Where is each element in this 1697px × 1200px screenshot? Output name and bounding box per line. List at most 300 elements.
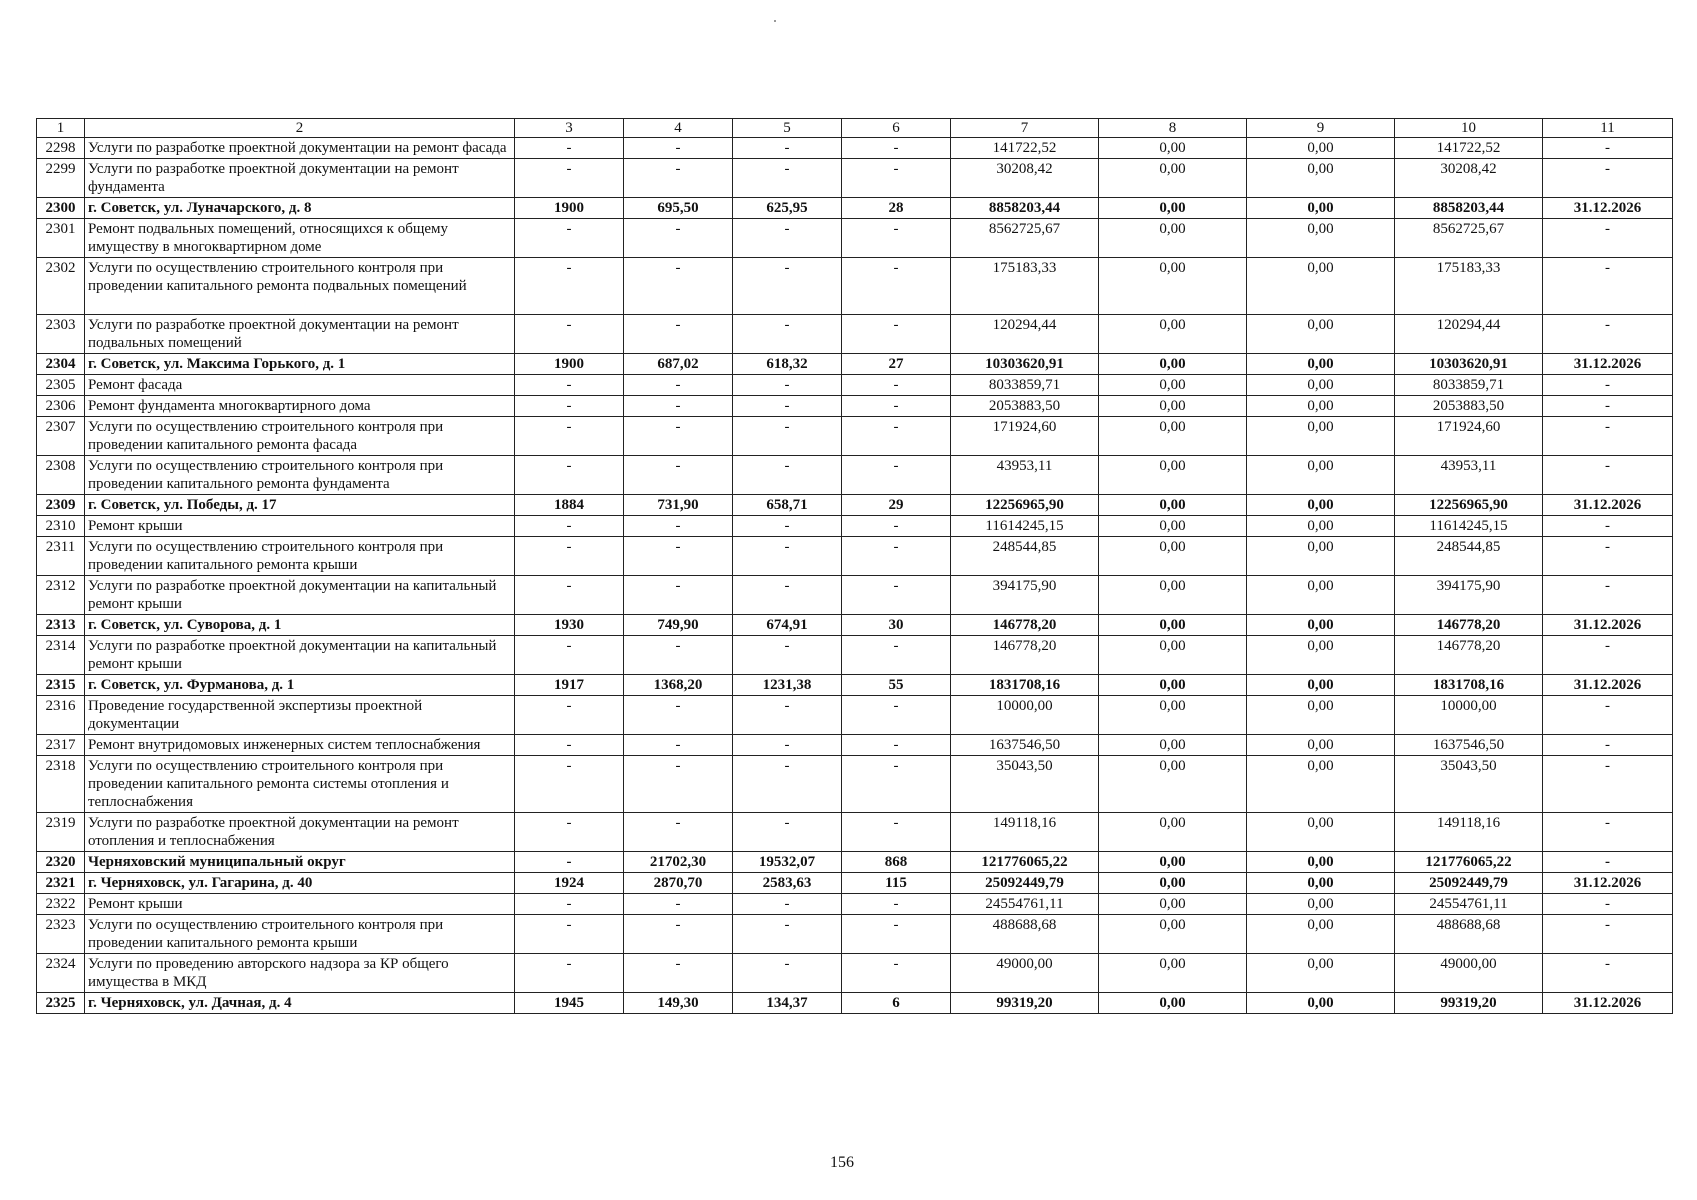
value-cell: 134,37 bbox=[733, 993, 842, 1014]
value-cell: 1945 bbox=[515, 993, 624, 1014]
value-cell: 35043,50 bbox=[951, 756, 1099, 813]
value-cell: - bbox=[624, 894, 733, 915]
table-row bbox=[37, 993, 1673, 1014]
item-name-cell: Услуги по осуществлению строительного контроля при проведении капитального ремонта крыши bbox=[85, 915, 515, 954]
value-cell: - bbox=[515, 696, 624, 735]
value-cell: 30208,42 bbox=[1395, 159, 1543, 198]
row-number-cell: 2298 bbox=[37, 138, 85, 159]
value-cell: 0,00 bbox=[1247, 258, 1395, 315]
value-cell: 0,00 bbox=[1247, 354, 1395, 375]
value-cell: - bbox=[515, 417, 624, 456]
row-number-cell: 2322 bbox=[37, 894, 85, 915]
value-cell: 25092449,79 bbox=[1395, 873, 1543, 894]
row-number-cell: 2314 bbox=[37, 636, 85, 675]
header-cell: 11 bbox=[1543, 119, 1673, 138]
value-cell: 12256965,90 bbox=[951, 495, 1099, 516]
value-cell: - bbox=[624, 537, 733, 576]
value-cell: - bbox=[624, 915, 733, 954]
value-cell: 10000,00 bbox=[1395, 696, 1543, 735]
item-name-cell: г. Советск, ул. Максима Горького, д. 1 bbox=[85, 354, 515, 375]
value-cell: 0,00 bbox=[1099, 456, 1247, 495]
header-cell: 6 bbox=[842, 119, 951, 138]
value-cell: 141722,52 bbox=[951, 138, 1099, 159]
row-number-cell: 2313 bbox=[37, 615, 85, 636]
header-cell: 2 bbox=[85, 119, 515, 138]
value-cell: 0,00 bbox=[1099, 615, 1247, 636]
value-cell: 43953,11 bbox=[951, 456, 1099, 495]
value-cell: 0,00 bbox=[1099, 516, 1247, 537]
value-cell: - bbox=[515, 258, 624, 315]
value-cell: - bbox=[624, 756, 733, 813]
value-cell: 1831708,16 bbox=[951, 675, 1099, 696]
item-name-cell: г. Советск, ул. Фурманова, д. 1 bbox=[85, 675, 515, 696]
table-row bbox=[37, 396, 1673, 417]
value-cell: 10303620,91 bbox=[1395, 354, 1543, 375]
value-cell: - bbox=[624, 813, 733, 852]
value-cell: 0,00 bbox=[1099, 138, 1247, 159]
value-cell: 0,00 bbox=[1099, 159, 1247, 198]
value-cell: 1917 bbox=[515, 675, 624, 696]
value-cell: 11614245,15 bbox=[1395, 516, 1543, 537]
value-cell: 687,02 bbox=[624, 354, 733, 375]
value-cell: 0,00 bbox=[1247, 159, 1395, 198]
value-cell: 658,71 bbox=[733, 495, 842, 516]
value-cell: - bbox=[624, 516, 733, 537]
value-cell: - bbox=[1543, 315, 1673, 354]
table-row bbox=[37, 675, 1673, 696]
value-cell: 0,00 bbox=[1247, 417, 1395, 456]
value-cell: - bbox=[842, 576, 951, 615]
value-cell: 10303620,91 bbox=[951, 354, 1099, 375]
value-cell: 618,32 bbox=[733, 354, 842, 375]
value-cell: 0,00 bbox=[1099, 675, 1247, 696]
value-cell: 24554761,11 bbox=[951, 894, 1099, 915]
value-cell: 0,00 bbox=[1247, 873, 1395, 894]
value-cell: 141722,52 bbox=[1395, 138, 1543, 159]
value-cell: - bbox=[1543, 417, 1673, 456]
item-name-cell: Услуги по осуществлению строительного контроля при проведении капитального ремонта системы отопления и теплоснабжения bbox=[85, 756, 515, 813]
value-cell: 674,91 bbox=[733, 615, 842, 636]
value-cell: 394175,90 bbox=[1395, 576, 1543, 615]
value-cell: 0,00 bbox=[1099, 576, 1247, 615]
value-cell: 0,00 bbox=[1247, 894, 1395, 915]
value-cell: 1900 bbox=[515, 198, 624, 219]
row-number-cell: 2305 bbox=[37, 375, 85, 396]
value-cell: 0,00 bbox=[1247, 615, 1395, 636]
value-cell: - bbox=[842, 516, 951, 537]
value-cell: - bbox=[842, 456, 951, 495]
value-cell: 0,00 bbox=[1247, 813, 1395, 852]
table-row bbox=[37, 516, 1673, 537]
value-cell: 1231,38 bbox=[733, 675, 842, 696]
row-number-cell: 2310 bbox=[37, 516, 85, 537]
header-cell: 5 bbox=[733, 119, 842, 138]
item-name-cell: Ремонт подвальных помещений, относящихся к общему имуществу в многоквартирном доме bbox=[85, 219, 515, 258]
row-number-cell: 2306 bbox=[37, 396, 85, 417]
row-number-cell: 2308 bbox=[37, 456, 85, 495]
value-cell: - bbox=[1543, 138, 1673, 159]
value-cell: - bbox=[624, 417, 733, 456]
value-cell: 30208,42 bbox=[951, 159, 1099, 198]
item-name-cell: Услуги по разработке проектной документации на ремонт подвальных помещений bbox=[85, 315, 515, 354]
value-cell: 0,00 bbox=[1099, 375, 1247, 396]
value-cell: 0,00 bbox=[1247, 537, 1395, 576]
value-cell: - bbox=[1543, 396, 1673, 417]
value-cell: - bbox=[842, 735, 951, 756]
value-cell: 394175,90 bbox=[951, 576, 1099, 615]
value-cell: - bbox=[842, 756, 951, 813]
value-cell: - bbox=[624, 396, 733, 417]
value-cell: 0,00 bbox=[1247, 852, 1395, 873]
table-row bbox=[37, 873, 1673, 894]
value-cell: 28 bbox=[842, 198, 951, 219]
value-cell: 6 bbox=[842, 993, 951, 1014]
value-cell: 171924,60 bbox=[951, 417, 1099, 456]
table-row bbox=[37, 198, 1673, 219]
value-cell: - bbox=[733, 813, 842, 852]
item-name-cell: Услуги по осуществлению строительного контроля при проведении капитального ремонта фасада bbox=[85, 417, 515, 456]
value-cell: 0,00 bbox=[1099, 396, 1247, 417]
value-cell: 488688,68 bbox=[951, 915, 1099, 954]
value-cell: 0,00 bbox=[1099, 636, 1247, 675]
value-cell: 8033859,71 bbox=[1395, 375, 1543, 396]
value-cell: 0,00 bbox=[1247, 375, 1395, 396]
item-name-cell: г. Черняховск, ул. Дачная, д. 4 bbox=[85, 993, 515, 1014]
value-cell: 0,00 bbox=[1099, 894, 1247, 915]
value-cell: - bbox=[1543, 258, 1673, 315]
header-cell: 8 bbox=[1099, 119, 1247, 138]
item-name-cell: Ремонт фасада bbox=[85, 375, 515, 396]
value-cell: 8033859,71 bbox=[951, 375, 1099, 396]
value-cell: 1884 bbox=[515, 495, 624, 516]
value-cell: 149118,16 bbox=[1395, 813, 1543, 852]
row-number-cell: 2299 bbox=[37, 159, 85, 198]
value-cell: 1368,20 bbox=[624, 675, 733, 696]
value-cell: 0,00 bbox=[1099, 756, 1247, 813]
table-row bbox=[37, 954, 1673, 993]
value-cell: 1900 bbox=[515, 354, 624, 375]
value-cell: 0,00 bbox=[1099, 735, 1247, 756]
value-cell: 30 bbox=[842, 615, 951, 636]
value-cell: 2583,63 bbox=[733, 873, 842, 894]
row-number-cell: 2300 bbox=[37, 198, 85, 219]
value-cell: 11614245,15 bbox=[951, 516, 1099, 537]
value-cell: 0,00 bbox=[1247, 138, 1395, 159]
value-cell: - bbox=[1543, 456, 1673, 495]
value-cell: 0,00 bbox=[1099, 993, 1247, 1014]
value-cell: 8562725,67 bbox=[951, 219, 1099, 258]
value-cell: 25092449,79 bbox=[951, 873, 1099, 894]
value-cell: - bbox=[515, 219, 624, 258]
row-number-cell: 2325 bbox=[37, 993, 85, 1014]
value-cell: - bbox=[733, 894, 842, 915]
row-number-cell: 2315 bbox=[37, 675, 85, 696]
value-cell: - bbox=[733, 756, 842, 813]
row-number-cell: 2312 bbox=[37, 576, 85, 615]
value-cell: - bbox=[515, 915, 624, 954]
value-cell: - bbox=[842, 894, 951, 915]
value-cell: 0,00 bbox=[1099, 315, 1247, 354]
table-row bbox=[37, 813, 1673, 852]
value-cell: 31.12.2026 bbox=[1543, 675, 1673, 696]
value-cell: 0,00 bbox=[1247, 315, 1395, 354]
value-cell: - bbox=[733, 456, 842, 495]
value-cell: - bbox=[842, 396, 951, 417]
value-cell: - bbox=[1543, 735, 1673, 756]
value-cell: 31.12.2026 bbox=[1543, 198, 1673, 219]
scan-dot bbox=[774, 20, 776, 22]
value-cell: - bbox=[515, 756, 624, 813]
value-cell: - bbox=[733, 315, 842, 354]
value-cell: 749,90 bbox=[624, 615, 733, 636]
value-cell: - bbox=[733, 375, 842, 396]
value-cell: 2053883,50 bbox=[1395, 396, 1543, 417]
value-cell: 149,30 bbox=[624, 993, 733, 1014]
value-cell: - bbox=[842, 417, 951, 456]
value-cell: - bbox=[624, 375, 733, 396]
value-cell: - bbox=[733, 138, 842, 159]
value-cell: 0,00 bbox=[1099, 219, 1247, 258]
item-name-cell: Черняховский муниципальный округ bbox=[85, 852, 515, 873]
value-cell: 0,00 bbox=[1247, 576, 1395, 615]
value-cell: - bbox=[624, 219, 733, 258]
value-cell: 0,00 bbox=[1247, 495, 1395, 516]
value-cell: 1637546,50 bbox=[1395, 735, 1543, 756]
value-cell: 175183,33 bbox=[1395, 258, 1543, 315]
value-cell: - bbox=[733, 954, 842, 993]
value-cell: - bbox=[733, 396, 842, 417]
value-cell: 31.12.2026 bbox=[1543, 615, 1673, 636]
table-row bbox=[37, 159, 1673, 198]
value-cell: 31.12.2026 bbox=[1543, 354, 1673, 375]
row-number-cell: 2323 bbox=[37, 915, 85, 954]
row-number-cell: 2317 bbox=[37, 735, 85, 756]
value-cell: - bbox=[1543, 537, 1673, 576]
value-cell: 146778,20 bbox=[951, 636, 1099, 675]
item-name-cell: Услуги по разработке проектной документации на ремонт отопления и теплоснабжения bbox=[85, 813, 515, 852]
header-cell: 7 bbox=[951, 119, 1099, 138]
value-cell: 0,00 bbox=[1247, 396, 1395, 417]
value-cell: 99319,20 bbox=[1395, 993, 1543, 1014]
item-name-cell: г. Советск, ул. Суворова, д. 1 bbox=[85, 615, 515, 636]
value-cell: - bbox=[515, 159, 624, 198]
capital-repair-table bbox=[36, 118, 1673, 1014]
value-cell: 120294,44 bbox=[1395, 315, 1543, 354]
item-name-cell: Ремонт крыши bbox=[85, 516, 515, 537]
capital-repair-table-sheet bbox=[36, 118, 1673, 1014]
value-cell: 8562725,67 bbox=[1395, 219, 1543, 258]
header-cell: 1 bbox=[37, 119, 85, 138]
row-number-cell: 2301 bbox=[37, 219, 85, 258]
table-row bbox=[37, 696, 1673, 735]
value-cell: - bbox=[842, 696, 951, 735]
table-row bbox=[37, 915, 1673, 954]
item-name-cell: Ремонт фундамента многоквартирного дома bbox=[85, 396, 515, 417]
value-cell: 0,00 bbox=[1247, 516, 1395, 537]
header-cell: 9 bbox=[1247, 119, 1395, 138]
row-number-cell: 2303 bbox=[37, 315, 85, 354]
value-cell: - bbox=[624, 315, 733, 354]
table-row bbox=[37, 495, 1673, 516]
value-cell: - bbox=[842, 636, 951, 675]
item-name-cell: Услуги по разработке проектной документации на ремонт фундамента bbox=[85, 159, 515, 198]
value-cell: 0,00 bbox=[1247, 735, 1395, 756]
value-cell: 0,00 bbox=[1099, 495, 1247, 516]
table-row bbox=[37, 894, 1673, 915]
value-cell: - bbox=[733, 636, 842, 675]
value-cell: 1924 bbox=[515, 873, 624, 894]
value-cell: 625,95 bbox=[733, 198, 842, 219]
value-cell: - bbox=[842, 915, 951, 954]
header-cell: 10 bbox=[1395, 119, 1543, 138]
value-cell: - bbox=[515, 735, 624, 756]
item-name-cell: Услуги по разработке проектной документации на капитальный ремонт крыши bbox=[85, 576, 515, 615]
value-cell: 0,00 bbox=[1099, 954, 1247, 993]
value-cell: 0,00 bbox=[1247, 756, 1395, 813]
value-cell: - bbox=[515, 894, 624, 915]
value-cell: 24554761,11 bbox=[1395, 894, 1543, 915]
row-number-cell: 2318 bbox=[37, 756, 85, 813]
value-cell: - bbox=[624, 636, 733, 675]
value-cell: 0,00 bbox=[1247, 696, 1395, 735]
value-cell: 43953,11 bbox=[1395, 456, 1543, 495]
value-cell: - bbox=[515, 315, 624, 354]
value-cell: 31.12.2026 bbox=[1543, 873, 1673, 894]
value-cell: 99319,20 bbox=[951, 993, 1099, 1014]
item-name-cell: г. Советск, ул. Победы, д. 17 bbox=[85, 495, 515, 516]
value-cell: 146778,20 bbox=[1395, 615, 1543, 636]
table-row bbox=[37, 138, 1673, 159]
value-cell: 0,00 bbox=[1099, 258, 1247, 315]
value-cell: 0,00 bbox=[1099, 915, 1247, 954]
value-cell: - bbox=[624, 138, 733, 159]
value-cell: 35043,50 bbox=[1395, 756, 1543, 813]
value-cell: 0,00 bbox=[1099, 198, 1247, 219]
value-cell: 149118,16 bbox=[951, 813, 1099, 852]
value-cell: - bbox=[1543, 915, 1673, 954]
value-cell: 8858203,44 bbox=[1395, 198, 1543, 219]
value-cell: - bbox=[515, 813, 624, 852]
table-row bbox=[37, 576, 1673, 615]
value-cell: 146778,20 bbox=[1395, 636, 1543, 675]
table-row bbox=[37, 456, 1673, 495]
value-cell: 0,00 bbox=[1099, 537, 1247, 576]
item-name-cell: г. Советск, ул. Луначарского, д. 8 bbox=[85, 198, 515, 219]
value-cell: 115 bbox=[842, 873, 951, 894]
row-number-cell: 2307 bbox=[37, 417, 85, 456]
value-cell: - bbox=[733, 417, 842, 456]
value-cell: 0,00 bbox=[1247, 636, 1395, 675]
value-cell: - bbox=[624, 258, 733, 315]
item-name-cell: Услуги по осуществлению строительного контроля при проведении капитального ремонта фундамента bbox=[85, 456, 515, 495]
value-cell: - bbox=[1543, 696, 1673, 735]
value-cell: 868 bbox=[842, 852, 951, 873]
table-row bbox=[37, 756, 1673, 813]
value-cell: 0,00 bbox=[1247, 993, 1395, 1014]
value-cell: 121776065,22 bbox=[951, 852, 1099, 873]
value-cell: - bbox=[842, 159, 951, 198]
value-cell: 31.12.2026 bbox=[1543, 495, 1673, 516]
value-cell: 19532,07 bbox=[733, 852, 842, 873]
value-cell: - bbox=[842, 537, 951, 576]
table-row bbox=[37, 315, 1673, 354]
value-cell: 31.12.2026 bbox=[1543, 993, 1673, 1014]
row-number-cell: 2321 bbox=[37, 873, 85, 894]
value-cell: 171924,60 bbox=[1395, 417, 1543, 456]
value-cell: 0,00 bbox=[1099, 696, 1247, 735]
table-row bbox=[37, 615, 1673, 636]
value-cell: - bbox=[842, 375, 951, 396]
value-cell: 0,00 bbox=[1247, 219, 1395, 258]
row-number-cell: 2304 bbox=[37, 354, 85, 375]
value-cell: 0,00 bbox=[1247, 456, 1395, 495]
value-cell: - bbox=[1543, 636, 1673, 675]
value-cell: - bbox=[1543, 954, 1673, 993]
value-cell: 0,00 bbox=[1247, 198, 1395, 219]
value-cell: 175183,33 bbox=[951, 258, 1099, 315]
value-cell: - bbox=[733, 537, 842, 576]
value-cell: - bbox=[842, 315, 951, 354]
value-cell: - bbox=[624, 735, 733, 756]
value-cell: - bbox=[515, 396, 624, 417]
value-cell: - bbox=[842, 258, 951, 315]
value-cell: 248544,85 bbox=[951, 537, 1099, 576]
value-cell: - bbox=[733, 576, 842, 615]
value-cell: - bbox=[515, 375, 624, 396]
row-number-cell: 2316 bbox=[37, 696, 85, 735]
item-name-cell: Услуги по разработке проектной документации на ремонт фасада bbox=[85, 138, 515, 159]
item-name-cell: Проведение государственной экспертизы проектной документации bbox=[85, 696, 515, 735]
table-row bbox=[37, 636, 1673, 675]
value-cell: 1637546,50 bbox=[951, 735, 1099, 756]
value-cell: 120294,44 bbox=[951, 315, 1099, 354]
page-number: 156 bbox=[830, 1154, 854, 1171]
table-row bbox=[37, 354, 1673, 375]
header-cell: 3 bbox=[515, 119, 624, 138]
row-number-cell: 2319 bbox=[37, 813, 85, 852]
value-cell: 0,00 bbox=[1247, 954, 1395, 993]
table-row bbox=[37, 735, 1673, 756]
value-cell: - bbox=[624, 954, 733, 993]
value-cell: - bbox=[1543, 756, 1673, 813]
value-cell: - bbox=[624, 576, 733, 615]
value-cell: - bbox=[842, 219, 951, 258]
value-cell: - bbox=[1543, 576, 1673, 615]
value-cell: 248544,85 bbox=[1395, 537, 1543, 576]
value-cell: 0,00 bbox=[1247, 675, 1395, 696]
value-cell: 0,00 bbox=[1099, 813, 1247, 852]
table-row bbox=[37, 537, 1673, 576]
value-cell: - bbox=[1543, 813, 1673, 852]
value-cell: 0,00 bbox=[1099, 417, 1247, 456]
value-cell: - bbox=[515, 456, 624, 495]
value-cell: 49000,00 bbox=[951, 954, 1099, 993]
value-cell: 10000,00 bbox=[951, 696, 1099, 735]
value-cell: 29 bbox=[842, 495, 951, 516]
value-cell: 0,00 bbox=[1099, 354, 1247, 375]
row-number-cell: 2320 bbox=[37, 852, 85, 873]
row-number-cell: 2309 bbox=[37, 495, 85, 516]
value-cell: - bbox=[1543, 852, 1673, 873]
value-cell: 488688,68 bbox=[1395, 915, 1543, 954]
value-cell: - bbox=[515, 537, 624, 576]
value-cell: 49000,00 bbox=[1395, 954, 1543, 993]
value-cell: - bbox=[733, 159, 842, 198]
row-number-cell: 2324 bbox=[37, 954, 85, 993]
value-cell: 55 bbox=[842, 675, 951, 696]
item-name-cell: Ремонт крыши bbox=[85, 894, 515, 915]
value-cell: - bbox=[624, 159, 733, 198]
